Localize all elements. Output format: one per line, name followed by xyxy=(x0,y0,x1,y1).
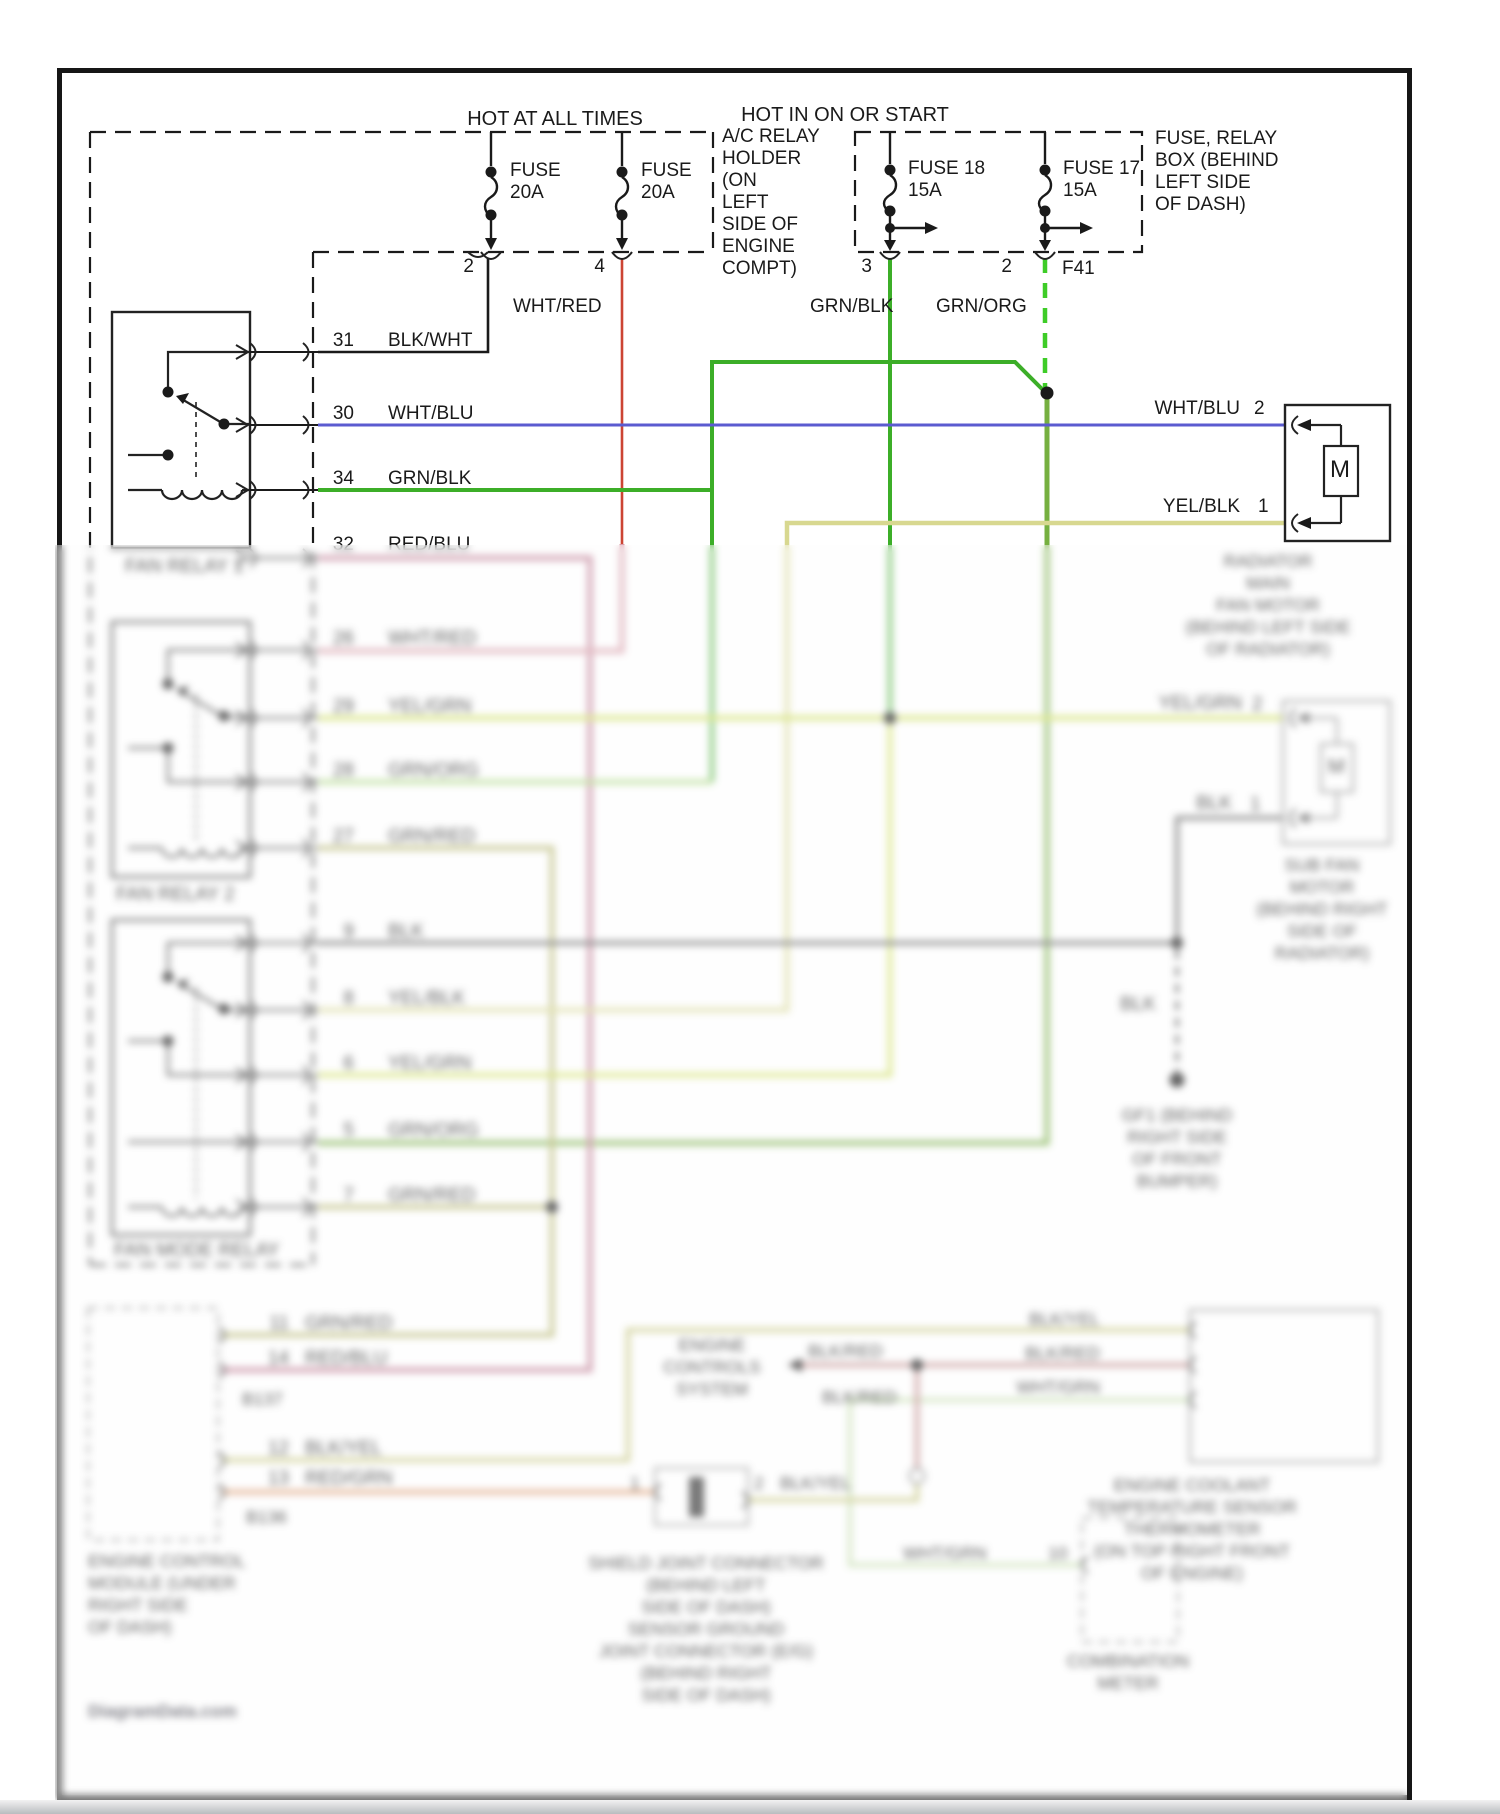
row-color-7: GRN/RED xyxy=(388,1185,476,1206)
engine-controls-system-note: ENGINE CONTROLS SYSTEM xyxy=(663,1335,761,1399)
ecm-color-11: GRN/RED xyxy=(305,1313,393,1334)
relay-internals xyxy=(128,352,250,1216)
sjc-pin-1: 1 xyxy=(630,1473,640,1493)
page-bottom-edge xyxy=(0,1800,1500,1814)
ground-note: GF1 (BEHIND RIGHT SIDE OF FRONT BUMPER) xyxy=(1121,1105,1233,1191)
fan-mode-relay-box xyxy=(112,920,250,1235)
sjc-blkyel-tag: BLK/YEL xyxy=(780,1473,852,1493)
sensor-tag-whtgrn: WHT/GRN xyxy=(1016,1377,1100,1397)
motor2-m: M xyxy=(1328,756,1345,778)
wht-red-tag: WHT/RED xyxy=(513,296,602,317)
wht-grn-meter-tag: WHT/GRN xyxy=(903,1543,987,1563)
fuse-17-label: FUSE 17 15A xyxy=(1063,158,1141,201)
row-color-30: WHT/BLU xyxy=(388,403,474,424)
hot-in-on-or-start-label: HOT IN ON OR START xyxy=(741,104,949,126)
fuse-18-label: FUSE 18 15A xyxy=(908,158,986,201)
motor2-pin-2: 2 xyxy=(1252,694,1263,715)
row-color-28: GRN/ORG xyxy=(388,760,479,781)
relay-boxes xyxy=(112,312,250,1235)
grn-blk-tag: GRN/BLK xyxy=(810,296,894,317)
fuse-20a-right-label: FUSE 20A xyxy=(641,160,692,203)
watermark: DiagramData.com xyxy=(88,1701,237,1721)
row-pin-7: 7 xyxy=(343,1185,354,1206)
row-pin-30: 30 xyxy=(332,403,354,424)
row-color-34: GRN/BLK xyxy=(388,468,472,489)
row-pin-8: 8 xyxy=(343,988,354,1009)
row-pin-29: 29 xyxy=(332,696,354,717)
ground-dot xyxy=(1170,1073,1185,1088)
blk-ground-tag: BLK xyxy=(1120,994,1156,1015)
row-pin-28: 28 xyxy=(332,760,354,781)
wht-blu-right-tag: WHT/BLU xyxy=(1154,398,1240,419)
fan-relay-1-label: FAN RELAY 1 xyxy=(125,556,244,577)
row-pin-34: 34 xyxy=(332,468,354,489)
pin-2-right: 2 xyxy=(1001,256,1012,277)
row-pin-26: 26 xyxy=(332,628,354,649)
sjc-pin-2: 2 xyxy=(754,1473,764,1493)
fan-relay-2-label: FAN RELAY 2 xyxy=(116,884,235,905)
row-color-29: YEL/GRN xyxy=(388,696,472,717)
row-pin-5: 5 xyxy=(343,1120,354,1141)
row-color-6: YEL/GRN xyxy=(388,1053,472,1074)
sensor-tag-blkyel: BLK/YEL xyxy=(1028,1309,1100,1329)
row-pin-32: 32 xyxy=(332,534,354,555)
ecm-pin-11: 11 xyxy=(269,1313,289,1334)
coolant-temp-sensor-box xyxy=(1190,1310,1378,1462)
motor1-pin-2: 2 xyxy=(1254,398,1265,419)
fuse-20a-left-label: FUSE 20A xyxy=(510,160,561,203)
ecm-box xyxy=(88,1308,218,1540)
radiator-fan-note: RADIATOR MAIN FAN MOTOR (BEHIND LEFT SIDE OF RADIATOR) xyxy=(1185,551,1351,659)
sensor-tag-blkred: BLK/RED xyxy=(1025,1343,1100,1363)
fan-relay-2-box xyxy=(112,622,250,877)
row-pin-31: 31 xyxy=(332,330,354,351)
row-pin-27: 27 xyxy=(332,826,354,847)
pin-2-left: 2 xyxy=(463,256,474,277)
motor2-pin-1: 1 xyxy=(1250,794,1261,815)
ecm-pin-14: 14 xyxy=(267,1348,289,1369)
grn-org-tag: GRN/ORG xyxy=(936,296,1027,317)
row-pin-9: 9 xyxy=(343,921,354,942)
fan-mode-relay-label: FAN MODE RELAY xyxy=(114,1240,280,1261)
junction-dots xyxy=(546,387,1185,1373)
ac-relay-holder-note: A/C RELAY HOLDER (ON LEFT SIDE OF ENGINE COMPT) xyxy=(722,126,820,279)
motor1-m: M xyxy=(1330,456,1350,483)
row-color-32: RED/BLU xyxy=(388,534,471,555)
inline-connector-circle xyxy=(910,1469,925,1484)
ecm-color-13: RED/GRN xyxy=(305,1468,393,1489)
yel-grn-right-tag: YEL/GRN xyxy=(1158,693,1242,714)
row-color-31: BLK/WHT xyxy=(388,330,473,351)
ecm-connector-b136: B136 xyxy=(246,1507,287,1527)
row-color-5: GRN/ORG xyxy=(388,1120,479,1141)
row-pin-6: 6 xyxy=(343,1053,354,1074)
row-color-9: BLK xyxy=(388,921,424,942)
blk-subfan-tag: BLK xyxy=(1196,793,1232,814)
engine-controls-arrow xyxy=(788,1358,802,1372)
ecm-pin-13: 13 xyxy=(267,1468,289,1489)
fuse-relay-box-note: FUSE, RELAY BOX (BEHIND LEFT SIDE OF DASH) xyxy=(1155,128,1279,215)
sub-fan-note: SUB FAN MOTOR (BEHIND RIGHT SIDE OF RADIATOR) xyxy=(1256,855,1388,963)
ecm-note: ENGINE CONTROL MODULE (UNDER RIGHT SIDE OF DASH) xyxy=(88,1551,246,1637)
ecm-connector-b137: B137 xyxy=(242,1389,283,1409)
row-color-8: YEL/BLK xyxy=(388,988,466,1009)
coolant-sensor-note: ENGINE COOLANT TEMPERATURE SENSOR THERMOMETER (ON TOP RIGHT FRONT OF ENGINE) xyxy=(1087,1475,1297,1583)
combination-meter-note: COMBINATION METER xyxy=(1066,1651,1190,1693)
hot-at-all-times-label: HOT AT ALL TIMES xyxy=(467,108,643,130)
motor1-pin-1: 1 xyxy=(1258,496,1269,517)
pin-4: 4 xyxy=(594,256,605,277)
row-color-26: WHT/RED xyxy=(388,628,477,649)
fan-relay-1-box xyxy=(112,312,250,548)
ecm-pin-12: 12 xyxy=(267,1438,289,1459)
ecm-color-12: BLK/YEL xyxy=(305,1438,383,1459)
row-color-27: GRN/RED xyxy=(388,826,476,847)
yel-blk-right-tag: YEL/BLK xyxy=(1162,496,1240,517)
pin-3: 3 xyxy=(861,256,872,277)
blk-red-tag-b: BLK/RED xyxy=(822,1387,897,1407)
blk-red-tag-a: BLK/RED xyxy=(808,1341,883,1361)
connector-f41: F41 xyxy=(1062,258,1095,279)
ecm-color-14: RED/BLU xyxy=(305,1348,388,1369)
meter-pin-10: 10 xyxy=(1048,1543,1068,1563)
sjc-note: SHIELD JOINT CONNECTOR (BEHIND LEFT SIDE OF DASH) SENSOR GROUND JOINT CONNECTOR (E/G) (BEHIND RIGHT SIDE OF DASH) xyxy=(588,1553,824,1705)
